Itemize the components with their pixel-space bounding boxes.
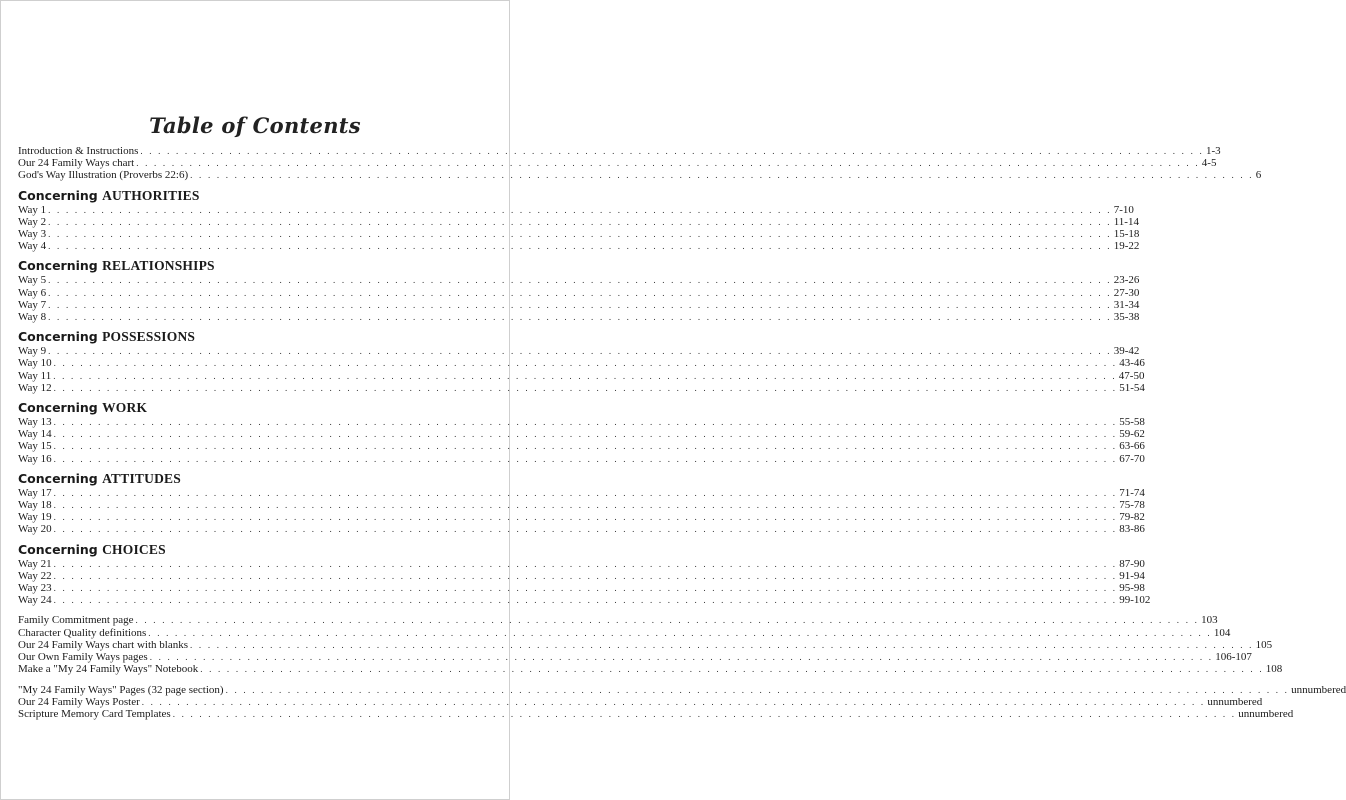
entry-page: 108 xyxy=(1265,663,1283,676)
toc-entry xyxy=(18,357,1145,370)
entry-page: 51-54 xyxy=(1119,381,1145,394)
entry-page: 4-5 xyxy=(1201,157,1217,170)
dot-leader: . . . . . . . . . . . . . . . . . . . . . . . . . . . . . . . . . . . . . . . . . . . . . . . . . . . . . . . . . . . . . . . . . . . . . . . . . . . . . . . . . . . . . . . . . . . . . . . . . . . . . . . . . . . . . . . . . . . . . . . . xyxy=(225,684,1290,695)
toc-entry xyxy=(18,511,1145,524)
entry-label: Way 19 xyxy=(18,511,52,524)
section-heading xyxy=(18,258,492,273)
entry-page: 79-82 xyxy=(1119,511,1145,524)
dot-leader: . . . . . . . . . . . . . . . . . . . . . . . . . . . . . . . . . . . . . . . . . . . . . . . . . . . . . . . . . . . . . . . . . . . . . . . . . . . . . . . . . . . . . . . . . . . . . . . . . . . . . . . . . . . . . . . . . . . . . . . . xyxy=(48,241,1112,252)
entry-label: Way 21 xyxy=(18,557,52,570)
section-heading xyxy=(18,471,492,486)
entry-page: 105 xyxy=(1255,638,1273,651)
entry-label: Way 1 xyxy=(18,203,47,216)
dot-leader: . . . . . . . . . . . . . . . . . . . . . . . . . . . . . . . . . . . . . . . . . . . . . . . . . . . . . . . . . . . . . . . . . . . . . . . . . . . . . . . . . . . . . . . . . . . . . . . . . . . . . . . . . . . . . . . . . . . . . . . . xyxy=(48,275,1112,286)
entry-page: unnumbered xyxy=(1238,707,1294,720)
dot-leader: . . . . . . . . . . . . . . . . . . . . . . . . . . . . . . . . . . . . . . . . . . . . . . . . . . . . . . . . . . . . . . . . . . . . . . . . . . . . . . . . . . . . . . . . . . . . . . . . . . . . . . . . . . . . . . . . . . . . . . . . xyxy=(172,708,1237,719)
dot-leader: . . . . . . . . . . . . . . . . . . . . . . . . . . . . . . . . . . . . . . . . . . . . . . . . . . . . . . . . . . . . . . . . . . . . . . . . . . . . . . . . . . . . . . . . . . . . . . . . . . . . . . . . . . . . . . . . . . . . . . . . xyxy=(53,570,1118,581)
entry-label: Our 24 Family Ways chart with blanks xyxy=(18,638,189,651)
entry-label: Way 20 xyxy=(18,523,52,536)
entry-page: 106-107 xyxy=(1215,651,1252,664)
entry-page: 95-98 xyxy=(1119,582,1145,595)
entry-label: Way 6 xyxy=(18,286,47,299)
section-name: AUTHORITIES xyxy=(102,187,200,203)
dot-leader: . . . . . . . . . . . . . . . . . . . . . . . . . . . . . . . . . . . . . . . . . . . . . . . . . . . . . . . . . . . . . . . . . . . . . . . . . . . . . . . . . . . . . . . . . . . . . . . . . . . . . . . . . . . . . . . . . . . . . . . . xyxy=(53,558,1118,569)
toc-entry xyxy=(18,651,1252,664)
dot-leader: . . . . . . . . . . . . . . . . . . . . . . . . . . . . . . . . . . . . . . . . . . . . . . . . . . . . . . . . . . . . . . . . . . . . . . . . . . . . . . . . . . . . . . . . . . . . . . . . . . . . . . . . . . . . . . . . . . . . . . . . xyxy=(200,664,1264,675)
section-relationships xyxy=(18,258,1140,324)
dot-leader: . . . . . . . . . . . . . . . . . . . . . . . . . . . . . . . . . . . . . . . . . . . . . . . . . . . . . . . . . . . . . . . . . . . . . . . . . . . . . . . . . . . . . . . . . . . . . . . . . . . . . . . . . . . . . . . . . . . . . . . . xyxy=(53,358,1118,369)
entry-page: 11-14 xyxy=(1113,215,1139,228)
entry-page: 27-30 xyxy=(1113,286,1140,299)
dot-leader: . . . . . . . . . . . . . . . . . . . . . . . . . . . . . . . . . . . . . . . . . . . . . . . . . . . . . . . . . . . . . . . . . . . . . . . . . . . . . . . . . . . . . . . . . . . . . . . . . . . . . . . . . . . . . . . . . . . . . . . . xyxy=(149,652,1214,663)
toc-entry xyxy=(18,428,1145,441)
dot-leader: . . . . . . . . . . . . . . . . . . . . . . . . . . . . . . . . . . . . . . . . . . . . . . . . . . . . . . . . . . . . . . . . . . . . . . . . . . . . . . . . . . . . . . . . . . . . . . . . . . . . . . . . . . . . . . . . . . . . . . . . xyxy=(48,287,1112,298)
entry-page: unnumbered xyxy=(1291,683,1346,696)
entry-page: 55-58 xyxy=(1119,416,1145,429)
entry-label: Way 15 xyxy=(18,440,52,453)
section-prefix: Concerning xyxy=(18,329,98,345)
dot-leader: . . . . . . . . . . . . . . . . . . . . . . . . . . . . . . . . . . . . . . . . . . . . . . . . . . . . . . . . . . . . . . . . . . . . . . . . . . . . . . . . . . . . . . . . . . . . . . . . . . . . . . . . . . . . . . . . . . . . . . . . xyxy=(53,583,1118,594)
dot-leader: . . . . . . . . . . . . . . . . . . . . . . . . . . . . . . . . . . . . . . . . . . . . . . . . . . . . . . . . . . . . . . . . . . . . . . . . . . . . . . . . . . . . . . . . . . . . . . . . . . . . . . . . . . . . . . . . . . . . . . . . xyxy=(135,615,1200,626)
section-name: ATTITUDES xyxy=(102,470,181,486)
toc-entry xyxy=(18,638,1273,651)
section-attitudes xyxy=(18,470,1145,536)
entry-label: Way 14 xyxy=(18,428,52,441)
entry-label: Family Commitment page xyxy=(18,614,134,627)
section-prefix: Concerning xyxy=(18,187,98,203)
section-authorities xyxy=(18,187,1140,253)
entry-page: 71-74 xyxy=(1119,486,1145,499)
toc-entry xyxy=(18,440,1145,453)
dot-leader: . . . . . . . . . . . . . . . . . . . . . . . . . . . . . . . . . . . . . . . . . . . . . . . . . . . . . . . . . . . . . . . . . . . . . . . . . . . . . . . . . . . . . . . . . . . . . . . . . . . . . . . . . . . . . . . . . . . . . . . . xyxy=(148,627,1212,638)
dot-leader: . . . . . . . . . . . . . . . . . . . . . . . . . . . . . . . . . . . . . . . . . . . . . . . . . . . . . . . . . . . . . . . . . . . . . . . . . . . . . . . . . . . . . . . . . . . . . . . . . . . . . . . . . . . . . . . . . . . . . . . . xyxy=(53,370,1117,381)
entry-label: Our 24 Family Ways chart xyxy=(18,157,135,170)
toc-entry xyxy=(18,203,1134,216)
dot-leader: . . . . . . . . . . . . . . . . . . . . . . . . . . . . . . . . . . . . . . . . . . . . . . . . . . . . . . . . . . . . . . . . . . . . . . . . . . . . . . . . . . . . . . . . . . . . . . . . . . . . . . . . . . . . . . . . . . . . . . . . xyxy=(48,346,1112,357)
toc-entry xyxy=(18,228,1140,241)
entry-label: Way 17 xyxy=(18,486,52,499)
entry-page: 35-38 xyxy=(1113,311,1140,324)
toc-entry xyxy=(18,157,1217,170)
toc-entry xyxy=(18,594,1151,607)
toc-entry xyxy=(18,381,1145,394)
section-choices xyxy=(18,541,1151,607)
entry-page: 39-42 xyxy=(1113,345,1140,358)
entry-page: 6 xyxy=(1255,169,1262,182)
toc-entry xyxy=(18,369,1145,382)
entry-label: Way 12 xyxy=(18,381,52,394)
entry-page: 7-10 xyxy=(1113,203,1134,216)
entry-page: 19-22 xyxy=(1113,240,1140,253)
section-heading xyxy=(18,329,492,344)
entry-label: Way 13 xyxy=(18,416,52,429)
toc-entry xyxy=(18,626,1231,639)
toc-entry xyxy=(18,169,1262,182)
dot-leader: . . . . . . . . . . . . . . . . . . . . . . . . . . . . . . . . . . . . . . . . . . . . . . . . . . . . . . . . . . . . . . . . . . . . . . . . . . . . . . . . . . . . . . . . . . . . . . . . . . . . . . . . . . . . . . . . . . . . . . . . xyxy=(53,382,1118,393)
toc-entry xyxy=(18,663,1283,676)
toc-entry xyxy=(18,311,1140,324)
section-prefix: Concerning xyxy=(18,258,98,274)
section-work xyxy=(18,400,1145,465)
toc-entry xyxy=(18,614,1218,627)
dot-leader: . . . . . . . . . . . . . . . . . . . . . . . . . . . . . . . . . . . . . . . . . . . . . . . . . . . . . . . . . . . . . . . . . . . . . . . . . . . . . . . . . . . . . . . . . . . . . . . . . . . . . . . . . . . . . . . . . . . . . . . . xyxy=(48,299,1112,310)
toc-entry xyxy=(18,274,1140,287)
toc-entry xyxy=(18,345,1140,358)
dot-leader: . . . . . . . . . . . . . . . . . . . . . . . . . . . . . . . . . . . . . . . . . . . . . . . . . . . . . . . . . . . . . . . . . . . . . . . . . . . . . . . . . . . . . . . . . . . . . . . . . . . . . . . . . . . . . . . . . . . . . . . . xyxy=(53,500,1118,511)
dot-leader: . . . . . . . . . . . . . . . . . . . . . . . . . . . . . . . . . . . . . . . . . . . . . . . . . . . . . . . . . . . . . . . . . . . . . . . . . . . . . . . . . . . . . . . . . . . . . . . . . . . . . . . . . . . . . . . . . . . . . . . . xyxy=(48,312,1112,323)
section-prefix: Concerning xyxy=(18,541,98,557)
dot-leader: . . . . . . . . . . . . . . . . . . . . . . . . . . . . . . . . . . . . . . . . . . . . . . . . . . . . . . . . . . . . . . . . . . . . . . . . . . . . . . . . . . . . . . . . . . . . . . . . . . . . . . . . . . . . . . . . . . . . . . . . xyxy=(190,639,1254,650)
page-title: Table of Contents xyxy=(149,113,361,138)
entry-page: 63-66 xyxy=(1119,440,1145,453)
entry-page: 59-62 xyxy=(1119,428,1145,441)
dot-leader: . . . . . . . . . . . . . . . . . . . . . . . . . . . . . . . . . . . . . . . . . . . . . . . . . . . . . . . . . . . . . . . . . . . . . . . . . . . . . . . . . . . . . . . . . . . . . . . . . . . . . . . . . . . . . . . . . . . . . . . . xyxy=(53,524,1118,535)
extras-group xyxy=(18,683,1346,721)
dot-leader: . . . . . . . . . . . . . . . . . . . . . . . . . . . . . . . . . . . . . . . . . . . . . . . . . . . . . . . . . . . . . . . . . . . . . . . . . . . . . . . . . . . . . . . . . . . . . . . . . . . . . . . . . . . . . . . . . . . . . . . . xyxy=(53,417,1118,428)
entry-label: Way 9 xyxy=(18,345,47,358)
entry-page: 103 xyxy=(1201,614,1218,627)
entry-page: 1-3 xyxy=(1205,145,1221,157)
section-name: POSSESSIONS xyxy=(102,329,196,345)
section-name: CHOICES xyxy=(102,541,166,557)
section-prefix: Concerning xyxy=(18,400,98,416)
entry-label: Our 24 Family Ways Poster xyxy=(18,695,140,708)
section-name: WORK xyxy=(102,400,148,416)
dot-leader: . . . . . . . . . . . . . . . . . . . . . . . . . . . . . . . . . . . . . . . . . . . . . . . . . . . . . . . . . . . . . . . . . . . . . . . . . . . . . . . . . . . . . . . . . . . . . . . . . . . . . . . . . . . . . . . . . . . . . . . . xyxy=(53,595,1118,606)
dot-leader: . . . . . . . . . . . . . . . . . . . . . . . . . . . . . . . . . . . . . . . . . . . . . . . . . . . . . . . . . . . . . . . . . . . . . . . . . . . . . . . . . . . . . . . . . . . . . . . . . . . . . . . . . . . . . . . . . . . . . . . . xyxy=(48,216,1112,227)
appendix-group xyxy=(18,614,1283,676)
toc-entry xyxy=(18,683,1346,696)
dot-leader: . . . . . . . . . . . . . . . . . . . . . . . . . . . . . . . . . . . . . . . . . . . . . . . . . . . . . . . . . . . . . . . . . . . . . . . . . . . . . . . . . . . . . . . . . . . . . . . . . . . . . . . . . . . . . . . . . . . . . . . . xyxy=(136,158,1200,169)
entry-page: 83-86 xyxy=(1119,523,1145,536)
section-name: RELATIONSHIPS xyxy=(102,258,215,274)
toc-entry xyxy=(18,486,1145,499)
dot-leader: . . . . . . . . . . . . . . . . . . . . . . . . . . . . . . . . . . . . . . . . . . . . . . . . . . . . . . . . . . . . . . . . . . . . . . . . . . . . . . . . . . . . . . . . . . . . . . . . . . . . . . . . . . . . . . . . . . . . . . . . xyxy=(141,696,1206,707)
toc-entry xyxy=(18,416,1145,429)
entry-label: Scripture Memory Card Templates xyxy=(18,707,171,720)
entry-label: Way 23 xyxy=(18,582,52,595)
toc-entry xyxy=(18,707,1294,720)
entry-page: 75-78 xyxy=(1119,499,1145,512)
entry-label: Way 24 xyxy=(18,594,52,607)
entry-page: unnumbered xyxy=(1207,695,1263,708)
section-heading xyxy=(18,400,492,415)
toc-entry xyxy=(18,215,1139,228)
section-possessions xyxy=(18,329,1145,394)
toc-entry xyxy=(18,145,1221,157)
table-of-contents xyxy=(18,145,1346,720)
entry-label: God's Way Illustration (Proverbs 22:6) xyxy=(18,169,189,182)
entry-label: Way 16 xyxy=(18,452,52,465)
entry-label: "My 24 Family Ways" Pages (32 page section) xyxy=(18,683,224,696)
entry-label: Way 8 xyxy=(18,311,47,324)
toc-entry xyxy=(18,569,1145,582)
intro-group xyxy=(18,145,1262,182)
entry-page: 23-26 xyxy=(1113,274,1140,287)
entry-page: 87-90 xyxy=(1119,557,1145,570)
section-heading xyxy=(18,542,492,557)
section-heading xyxy=(18,188,492,203)
toc-entry xyxy=(18,240,1140,253)
entry-label: Way 11 xyxy=(18,369,52,382)
entry-page: 15-18 xyxy=(1113,228,1140,241)
entry-label: Way 3 xyxy=(18,228,47,241)
entry-label: Our Own Family Ways pages xyxy=(18,651,148,664)
toc-entry xyxy=(18,298,1140,311)
toc-entry xyxy=(18,286,1140,299)
entry-label: Way 5 xyxy=(18,274,47,287)
toc-entry xyxy=(18,582,1145,595)
entry-page: 91-94 xyxy=(1119,569,1145,582)
dot-leader: . . . . . . . . . . . . . . . . . . . . . . . . . . . . . . . . . . . . . . . . . . . . . . . . . . . . . . . . . . . . . . . . . . . . . . . . . . . . . . . . . . . . . . . . . . . . . . . . . . . . . . . . . . . . . . . . . . . . . . . . xyxy=(53,487,1118,498)
dot-leader: . . . . . . . . . . . . . . . . . . . . . . . . . . . . . . . . . . . . . . . . . . . . . . . . . . . . . . . . . . . . . . . . . . . . . . . . . . . . . . . . . . . . . . . . . . . . . . . . . . . . . . . . . . . . . . . . . . . . . . . . xyxy=(53,512,1118,523)
entry-label: Character Quality definitions xyxy=(18,626,147,639)
dot-leader: . . . . . . . . . . . . . . . . . . . . . . . . . . . . . . . . . . . . . . . . . . . . . . . . . . . . . . . . . . . . . . . . . . . . . . . . . . . . . . . . . . . . . . . . . . . . . . . . . . . . . . . . . . . . . . . . . . . . . . . . xyxy=(53,453,1118,464)
toc-entry xyxy=(18,557,1145,570)
entry-page: 104 xyxy=(1213,626,1231,639)
entry-label: Make a "My 24 Family Ways" Notebook xyxy=(18,663,199,676)
entry-page: 31-34 xyxy=(1113,298,1140,311)
entry-label: Way 18 xyxy=(18,499,52,512)
entry-label: Way 7 xyxy=(18,298,47,311)
toc-entry xyxy=(18,695,1263,708)
entry-label: Way 10 xyxy=(18,357,52,370)
dot-leader: . . . . . . . . . . . . . . . . . . . . . . . . . . . . . . . . . . . . . . . . . . . . . . . . . . . . . . . . . . . . . . . . . . . . . . . . . . . . . . . . . . . . . . . . . . . . . . . . . . . . . . . . . . . . . . . . . . . . . . . . xyxy=(48,204,1112,215)
toc-entry xyxy=(18,499,1145,512)
dot-leader: . . . . . . . . . . . . . . . . . . . . . . . . . . . . . . . . . . . . . . . . . . . . . . . . . . . . . . . . . . . . . . . . . . . . . . . . . . . . . . . . . . . . . . . . . . . . . . . . . . . . . . . . . . . . . . . . . . . . . . . . xyxy=(48,229,1112,240)
dot-leader: . . . . . . . . . . . . . . . . . . . . . . . . . . . . . . . . . . . . . . . . . . . . . . . . . . . . . . . . . . . . . . . . . . . . . . . . . . . . . . . . . . . . . . . . . . . . . . . . . . . . . . . . . . . . . . . . . . . . . . . . xyxy=(53,441,1118,452)
entry-page: 43-46 xyxy=(1119,357,1145,370)
entry-page: 47-50 xyxy=(1118,369,1145,382)
dot-leader: . . . . . . . . . . . . . . . . . . . . . . . . . . . . . . . . . . . . . . . . . . . . . . . . . . . . . . . . . . . . . . . . . . . . . . . . . . . . . . . . . . . . . . . . . . . . . . . . . . . . . . . . . . . . . . . . . . . . . . . . xyxy=(53,429,1118,440)
toc-entry xyxy=(18,523,1145,536)
entry-page: 99-102 xyxy=(1119,594,1151,607)
section-prefix: Concerning xyxy=(18,470,98,486)
entry-label: Introduction & Instructions xyxy=(18,145,139,157)
entry-label: Way 2 xyxy=(18,215,47,228)
entry-page: 67-70 xyxy=(1119,452,1145,465)
entry-label: Way 22 xyxy=(18,569,52,582)
dot-leader: . . . . . . . . . . . . . . . . . . . . . . . . . . . . . . . . . . . . . . . . . . . . . . . . . . . . . . . . . . . . . . . . . . . . . . . . . . . . . . . . . . . . . . . . . . . . . . . . . . . . . . . . . . . . . . . . . . . . . . . . xyxy=(190,170,1254,181)
toc-entry xyxy=(18,452,1145,465)
entry-label: Way 4 xyxy=(18,240,47,253)
dot-leader: . . . . . . . . . . . . . . . . . . . . . . . . . . . . . . . . . . . . . . . . . . . . . . . . . . . . . . . . . . . . . . . . . . . . . . . . . . . . . . . . . . . . . . . . . . . . . . . . . . . . . . . . . . . . . . . . . . . . . . . . xyxy=(140,146,1204,156)
